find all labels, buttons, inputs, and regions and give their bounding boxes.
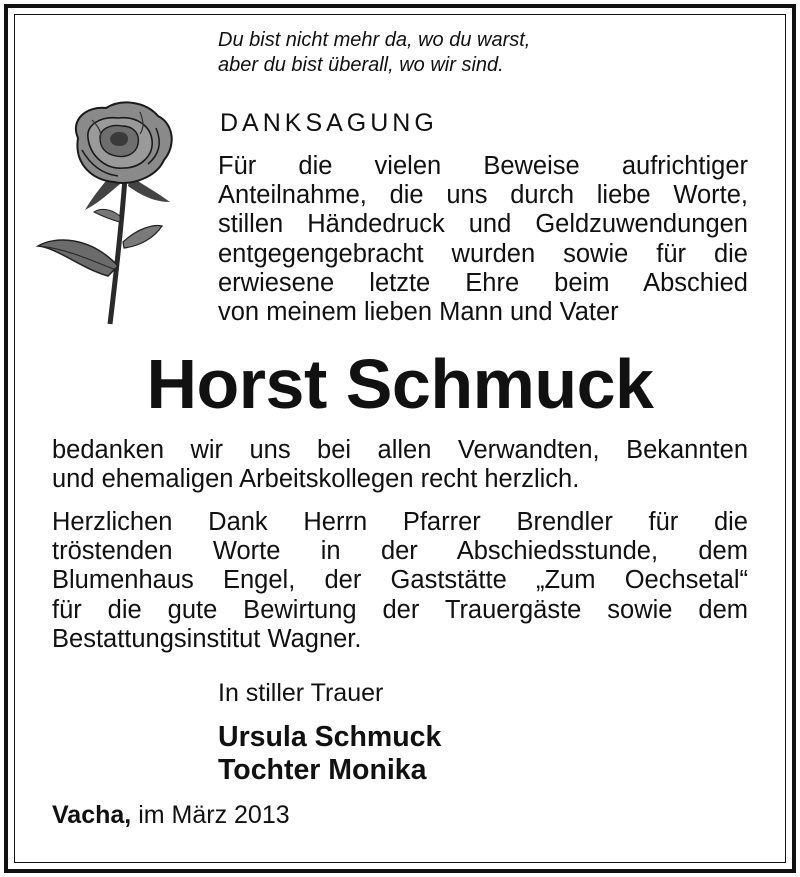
intro-line: von meinem lieben Mann und Vater — [218, 298, 619, 327]
motto — [218, 28, 738, 78]
heading-danksagung: DANKSAGUNG — [220, 109, 438, 137]
paragraph-line: und ehemaligen Arbeitskollegen recht herzlich. — [52, 465, 580, 494]
deceased-name: Horst Schmuck — [146, 345, 654, 423]
acknowledgement-paragraph — [52, 508, 748, 654]
intro-line: Für die vielen Beweise aufrichtiger — [218, 152, 748, 180]
intro-line: stillen Händedruck und Geldzuwendungen — [218, 210, 748, 239]
intro-line: erwiesene letzte Ehre beim Abschied — [218, 268, 748, 297]
rose-icon — [30, 98, 190, 328]
signatory-name: Tochter Monika — [218, 754, 427, 786]
paragraph-line: tröstenden Worte in der Abschiedsstunde, dem — [52, 537, 748, 566]
intro-line: Anteilnahme, die uns durch liebe Worte, — [218, 181, 748, 210]
place-name: Vacha, — [52, 801, 132, 829]
paragraph-line: Herzlichen Dank Herrn Pfarrer Brendler für die — [52, 508, 748, 536]
paragraph-line: Blumenhaus Engel, der Gaststätte „Zum Oechsetal“ — [52, 566, 748, 595]
paragraph-line: Bestattungsinstitut Wagner. — [52, 624, 362, 653]
paragraph-line: für die gute Bewirtung der Trauergäste sowie dem — [52, 595, 748, 624]
motto-line: Du bist nicht mehr da, wo du warst, — [218, 29, 531, 51]
intro-line: entgegengebracht wurden sowie für die — [218, 239, 748, 268]
place-and-date — [52, 800, 290, 830]
intro-paragraph — [218, 152, 748, 327]
paragraph-line: bedanken wir uns bei allen Verwandten, Bekannten — [52, 436, 748, 464]
motto-line: aber du bist überall, wo wir sind. — [218, 54, 504, 76]
mourning-phrase: In stiller Trauer — [218, 679, 384, 707]
signatory-name: Ursula Schmuck — [218, 721, 442, 753]
date-text: im März 2013 — [138, 801, 290, 829]
thanks-paragraph — [52, 436, 748, 494]
